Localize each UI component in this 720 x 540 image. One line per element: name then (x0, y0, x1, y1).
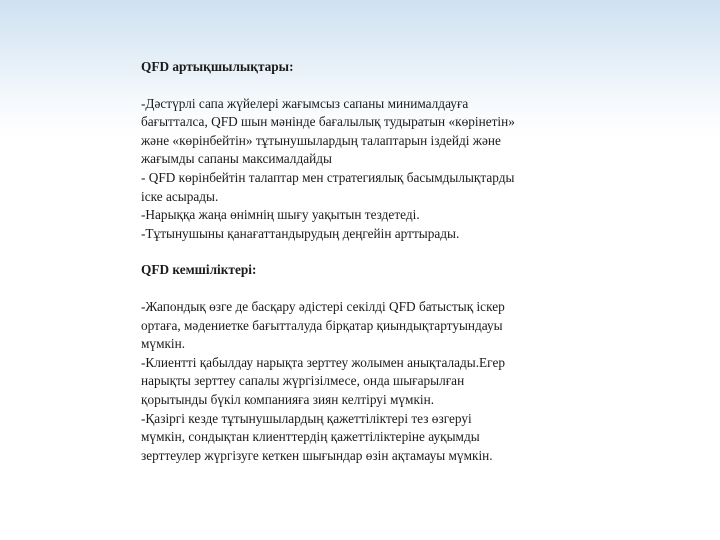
advantages-line: -Тұтынушыны қанағаттандырудың деңгейін арттырады. (141, 225, 460, 241)
advantages-line: - QFD көрінбейтін талаптар мен стратегиялық басымдылықтарды (141, 169, 515, 185)
spacer (141, 77, 601, 95)
disadvantages-line: зерттеулер жүргізуге кеткен шығындар өзін ақтамауы мүмкін. (141, 447, 493, 463)
slide-content (141, 58, 601, 465)
advantages-line: бағытталса, QFD шын мәнінде бағалылық тудыратын «көрінетін» (141, 114, 515, 130)
advantages-heading: QFD артықшылықтары: (141, 59, 294, 74)
disadvantages-line: ортаға, мәдениетке бағытталуда бірқатар қиындықтартуындауы (141, 317, 503, 333)
advantages-line: іске асырады. (141, 188, 219, 204)
spacer (141, 243, 601, 261)
spacer (141, 280, 601, 298)
disadvantages-line: -Қазіргі кезде тұтынушылардың қажеттіліктері тез өзгеруі (141, 410, 472, 426)
disadvantages-heading: QFD кемшіліктері: (141, 262, 257, 278)
disadvantages-line: мүмкін, сондықтан клиенттердің қажеттіліктеріне ауқымды (141, 429, 480, 445)
disadvantages-line: нарықты зерттеу сапалы жүргізілмесе, онда шығарылған (141, 373, 465, 389)
disadvantages-line: мүмкін. (141, 336, 186, 352)
advantages-line: -Нарыққа жаңа өнімнің шығу уақытын тездетеді. (141, 207, 420, 223)
disadvantages-line: -Клиентті қабылдау нарықта зерттеу жолымен анықталады.Егер (141, 354, 505, 370)
disadvantages-line: қорытынды бүкіл компанияға зиян келтіруі мүмкін. (141, 391, 435, 407)
advantages-line: жағымды сапаны максималдайды (141, 151, 332, 167)
advantages-line: және «көрінбейтін» тұтынушылардың талаптарын іздейді және (141, 132, 501, 148)
advantages-line: -Дәстүрлі сапа жүйелері жағымсыз сапаны минималдауға (141, 95, 469, 111)
disadvantages-line: -Жапондық өзге де басқару әдістері секілді QFD батыстық іскер (141, 298, 505, 314)
